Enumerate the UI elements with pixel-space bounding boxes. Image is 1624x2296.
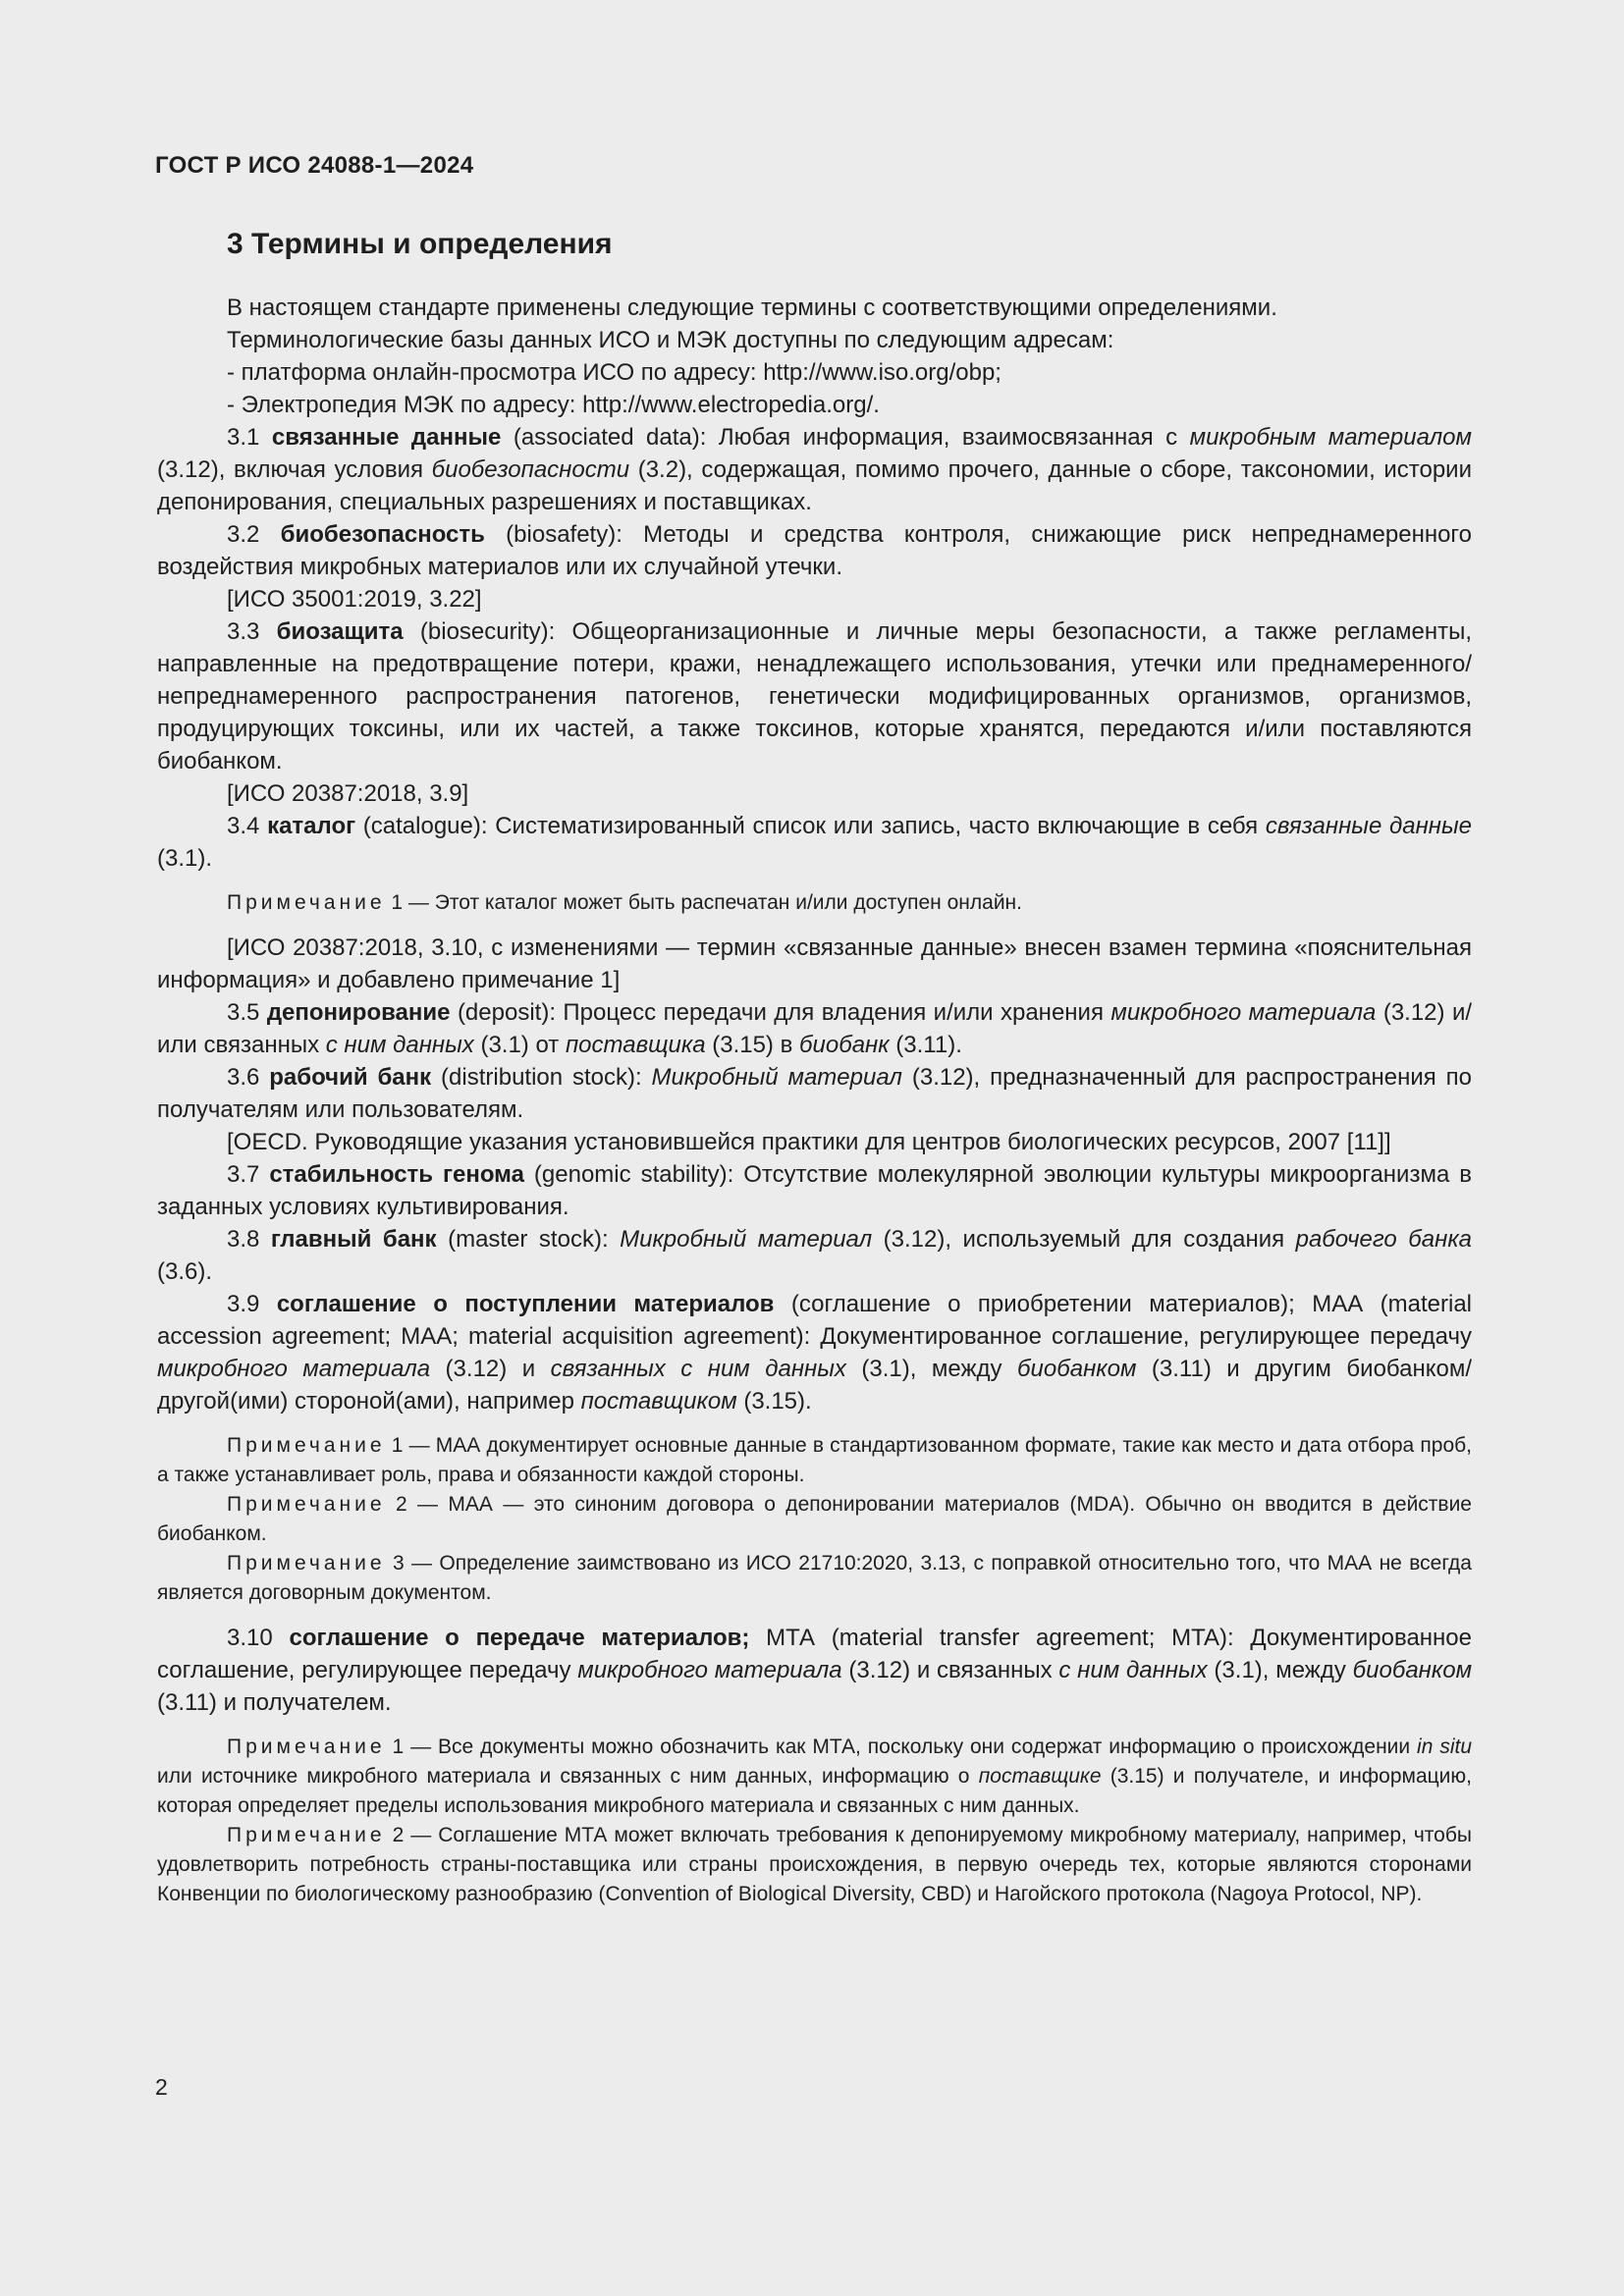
intro-line: Терминологические базы данных ИСО и МЭК доступны по следующим адресам:	[227, 327, 1114, 353]
standard-id-header: ГОСТ Р ИСО 24088-1—2024	[155, 152, 474, 179]
term-note	[157, 1549, 1472, 1608]
note-ref: in situ	[1417, 1735, 1472, 1758]
definition-text: (3.6).	[157, 1258, 213, 1285]
note-text: 2 — Соглашение МТА может включать требования к депонируемому микробному материалу, например, чтобы удовлетворить потребность страны-поставщика или страны происхождения, в первую очередь тех, которые являются сторонами Конвенции по биологическому разнообразию (Convention of Biological Diversity, CBD) и Нагойского протокола (Nagoya Protocol, NP).	[157, 1824, 1472, 1905]
note-text: 1 — Этот каталог может быть распечатан и/или доступен онлайн.	[385, 891, 1022, 914]
term-source: [ИСО 20387:2018, 3.9]	[227, 780, 469, 807]
definition-text: (3.1).	[157, 845, 213, 872]
definition-ref: с ним данных	[1058, 1657, 1208, 1683]
definition-text: (3.1) от	[473, 1032, 566, 1058]
definition-text: (3.11) и получателем.	[157, 1689, 392, 1716]
definition-text: (3.2), содержащая, помимо прочего, данные о сборе, таксономии, истории депонирования, специальных разрешениях и поставщиках.	[157, 456, 1472, 515]
term-definition	[157, 996, 1472, 1061]
term-number: 3.2	[227, 521, 260, 548]
term-note	[157, 1733, 1472, 1821]
definition-text: (biosecurity): Общеорганизационные и личные меры безопасности, а также регламенты, направленные на предотвращение потери, кражи, ненадлежащего использования, утечки или преднамеренного/непреднамеренного распространения патогенов, генетически модифицированных организмов, организмов, продуцирующих токсины, или их частей, а также токсинов, которые хранятся, передаются и/или поставляются биобанком.	[157, 618, 1473, 774]
note-text: 2 — МАА — это синоним договора о депонировании материалов (MDA). Обычно он вводится в действие биобанком.	[157, 1493, 1472, 1545]
definition-text: (3.12), включая условия	[157, 456, 432, 483]
term-source: [OECD. Руководящие указания установившейся практики для центров биологических ресурсов, 2007 [11]]	[227, 1129, 1391, 1155]
term-definition	[157, 1158, 1472, 1223]
definition-text: (genomic stability): Отсутствие молекулярной эволюции культуры микроорганизма в заданных условиях культивирования.	[157, 1161, 1473, 1220]
term-definition	[157, 518, 1472, 583]
definition-ref: с ним данных	[325, 1032, 474, 1058]
definition-ref: микробного материала	[577, 1657, 842, 1683]
term-definition	[157, 810, 1472, 875]
definition-ref: биобанком	[1017, 1356, 1137, 1382]
definition-text: (соглашение о приобретении материалов); МАА (material accession agreement; MAA; material acquisition agreement): Документированное соглашение, регулирующее передачу	[157, 1291, 1473, 1350]
note-text: или источнике микробного материала и связанных с ним данных, информацию о	[157, 1765, 979, 1788]
term-name: биобезопасность	[280, 521, 485, 548]
definition-ref: биобезопасности	[431, 456, 630, 483]
definition-ref: микробного материала	[1110, 999, 1377, 1026]
definition-text: (3.12) и	[430, 1356, 551, 1382]
definition-ref: поставщика	[565, 1032, 706, 1058]
term-note	[157, 1431, 1472, 1490]
note-text: 1 — Все документы можно обозначить как МТА, поскольку они содержат информацию о происхождении	[385, 1735, 1418, 1758]
term-source: [ИСО 35001:2019, 3.22]	[227, 586, 482, 613]
definition-text: (distribution stock):	[431, 1064, 652, 1091]
note-label: Примечание	[227, 1824, 386, 1846]
definition-ref: поставщиком	[580, 1388, 737, 1415]
term-definition	[157, 615, 1472, 777]
term-definition	[157, 1288, 1472, 1417]
definition-text: МТА (material transfer agreement; MTA): Документированное соглашение, регулирующее передачу	[157, 1625, 1473, 1683]
definition-text: (3.11) и другим биобанком/другой(ими) стороной(ами), например	[157, 1356, 1473, 1415]
definition-ref: Микробный материал	[651, 1064, 902, 1091]
definition-text: (3.1), между	[845, 1356, 1018, 1382]
definition-text: (catalogue): Систематизированный список или запись, часто включающие в себя	[355, 813, 1266, 839]
term-number: 3.1	[227, 424, 260, 451]
note-label: Примечание	[227, 1735, 386, 1758]
term-name: стабильность генома	[269, 1161, 524, 1188]
intro-line: В настоящем стандарте применены следующие термины с соответствующими определениями.	[227, 294, 1277, 321]
definition-ref: связанных с ним данных	[550, 1356, 846, 1382]
note-label: Примечание	[227, 1493, 386, 1516]
definition-text: (3.12), используемый для создания	[872, 1226, 1296, 1253]
term-number: 3.5	[227, 999, 260, 1026]
section-content	[157, 221, 1472, 1909]
term-name: каталог	[267, 813, 356, 839]
definition-ref: биобанк	[799, 1032, 890, 1058]
definition-text: (associated data): Любая информация, взаимосвязанная с	[501, 424, 1190, 451]
term-number: 3.8	[227, 1226, 260, 1253]
term-name: главный банк	[270, 1226, 437, 1253]
term-note	[157, 1490, 1472, 1549]
definition-text: (deposit): Процесс передачи для владения и/или хранения	[450, 999, 1111, 1026]
note-label: Примечание	[227, 1552, 386, 1575]
page-number: 2	[155, 2074, 168, 2100]
note-label: Примечание	[227, 1434, 386, 1457]
definition-ref: микробным материалом	[1189, 424, 1472, 451]
note-text: 1 — МАА документирует основные данные в стандартизованном формате, такие как место и дата отбора проб, а также устанавливает роль, права и обязанности каждой стороны.	[157, 1434, 1472, 1486]
term-name: биозащита	[276, 618, 404, 645]
term-name: рабочий банк	[269, 1064, 432, 1091]
definition-ref: микробного материала	[157, 1356, 431, 1382]
term-definition	[157, 1061, 1472, 1126]
term-definition	[157, 421, 1472, 518]
term-number: 3.10	[227, 1625, 273, 1651]
note-text: 3 — Определение заимствовано из ИСО 21710:2020, 3.13, с поправкой относительно того, что МАА не всегда является договорным документом.	[157, 1552, 1472, 1604]
term-name: связанные данные	[271, 424, 502, 451]
definition-ref: Микробный материал	[620, 1226, 873, 1253]
definition-ref: рабочего банка	[1295, 1226, 1472, 1253]
term-note	[157, 888, 1472, 918]
note-text: (3.15) и получателе, и информацию, которая определяет пределы использования микробного материала и связанных с ним данных.	[157, 1765, 1472, 1817]
term-number: 3.9	[227, 1291, 260, 1317]
term-definition	[157, 1223, 1472, 1288]
intro-list-item: - платформа онлайн-просмотра ИСО по адресу: http://www.iso.org/obp;	[227, 359, 1001, 386]
term-name: депонирование	[266, 999, 451, 1026]
intro-list-item: - Электропедия МЭК по адресу: http://www.electropedia.org/.	[227, 392, 880, 418]
definition-text: (3.12) и связанных	[841, 1657, 1059, 1683]
definition-ref: биобанком	[1352, 1657, 1473, 1683]
term-source: [ИСО 20387:2018, 3.10, с изменениями — термин «связанные данные» внесен взамен термина «пояснительная информация» и добавлено примечание 1]	[157, 934, 1472, 993]
term-number: 3.6	[227, 1064, 260, 1091]
term-number: 3.7	[227, 1161, 260, 1188]
term-number: 3.4	[227, 813, 260, 839]
definition-text: (biosafety): Методы и средства контроля, снижающие риск непреднамеренного воздействия микробных материалов или их случайной утечки.	[157, 521, 1472, 580]
section-title: 3 Термины и определения	[227, 228, 613, 260]
note-ref: поставщике	[978, 1765, 1102, 1788]
definition-text: (3.11).	[889, 1032, 962, 1058]
term-definition	[157, 1622, 1472, 1719]
term-note	[157, 1821, 1472, 1909]
definition-text: (3.1), между	[1207, 1657, 1353, 1683]
definition-text: (master stock):	[436, 1226, 621, 1253]
term-number: 3.3	[227, 618, 260, 645]
term-name: соглашение о поступлении материалов	[276, 1291, 775, 1317]
definition-text: (3.15) в	[705, 1032, 800, 1058]
definition-text: (3.12) и/или связанных	[157, 999, 1473, 1058]
definition-text: (3.12), предназначенный для распространения по получателям или пользователям.	[157, 1064, 1473, 1123]
definition-ref: связанные данные	[1265, 813, 1472, 839]
term-name: соглашение о передаче материалов;	[289, 1625, 750, 1651]
definition-text: (3.15).	[736, 1388, 812, 1415]
note-label: Примечание	[227, 891, 386, 914]
